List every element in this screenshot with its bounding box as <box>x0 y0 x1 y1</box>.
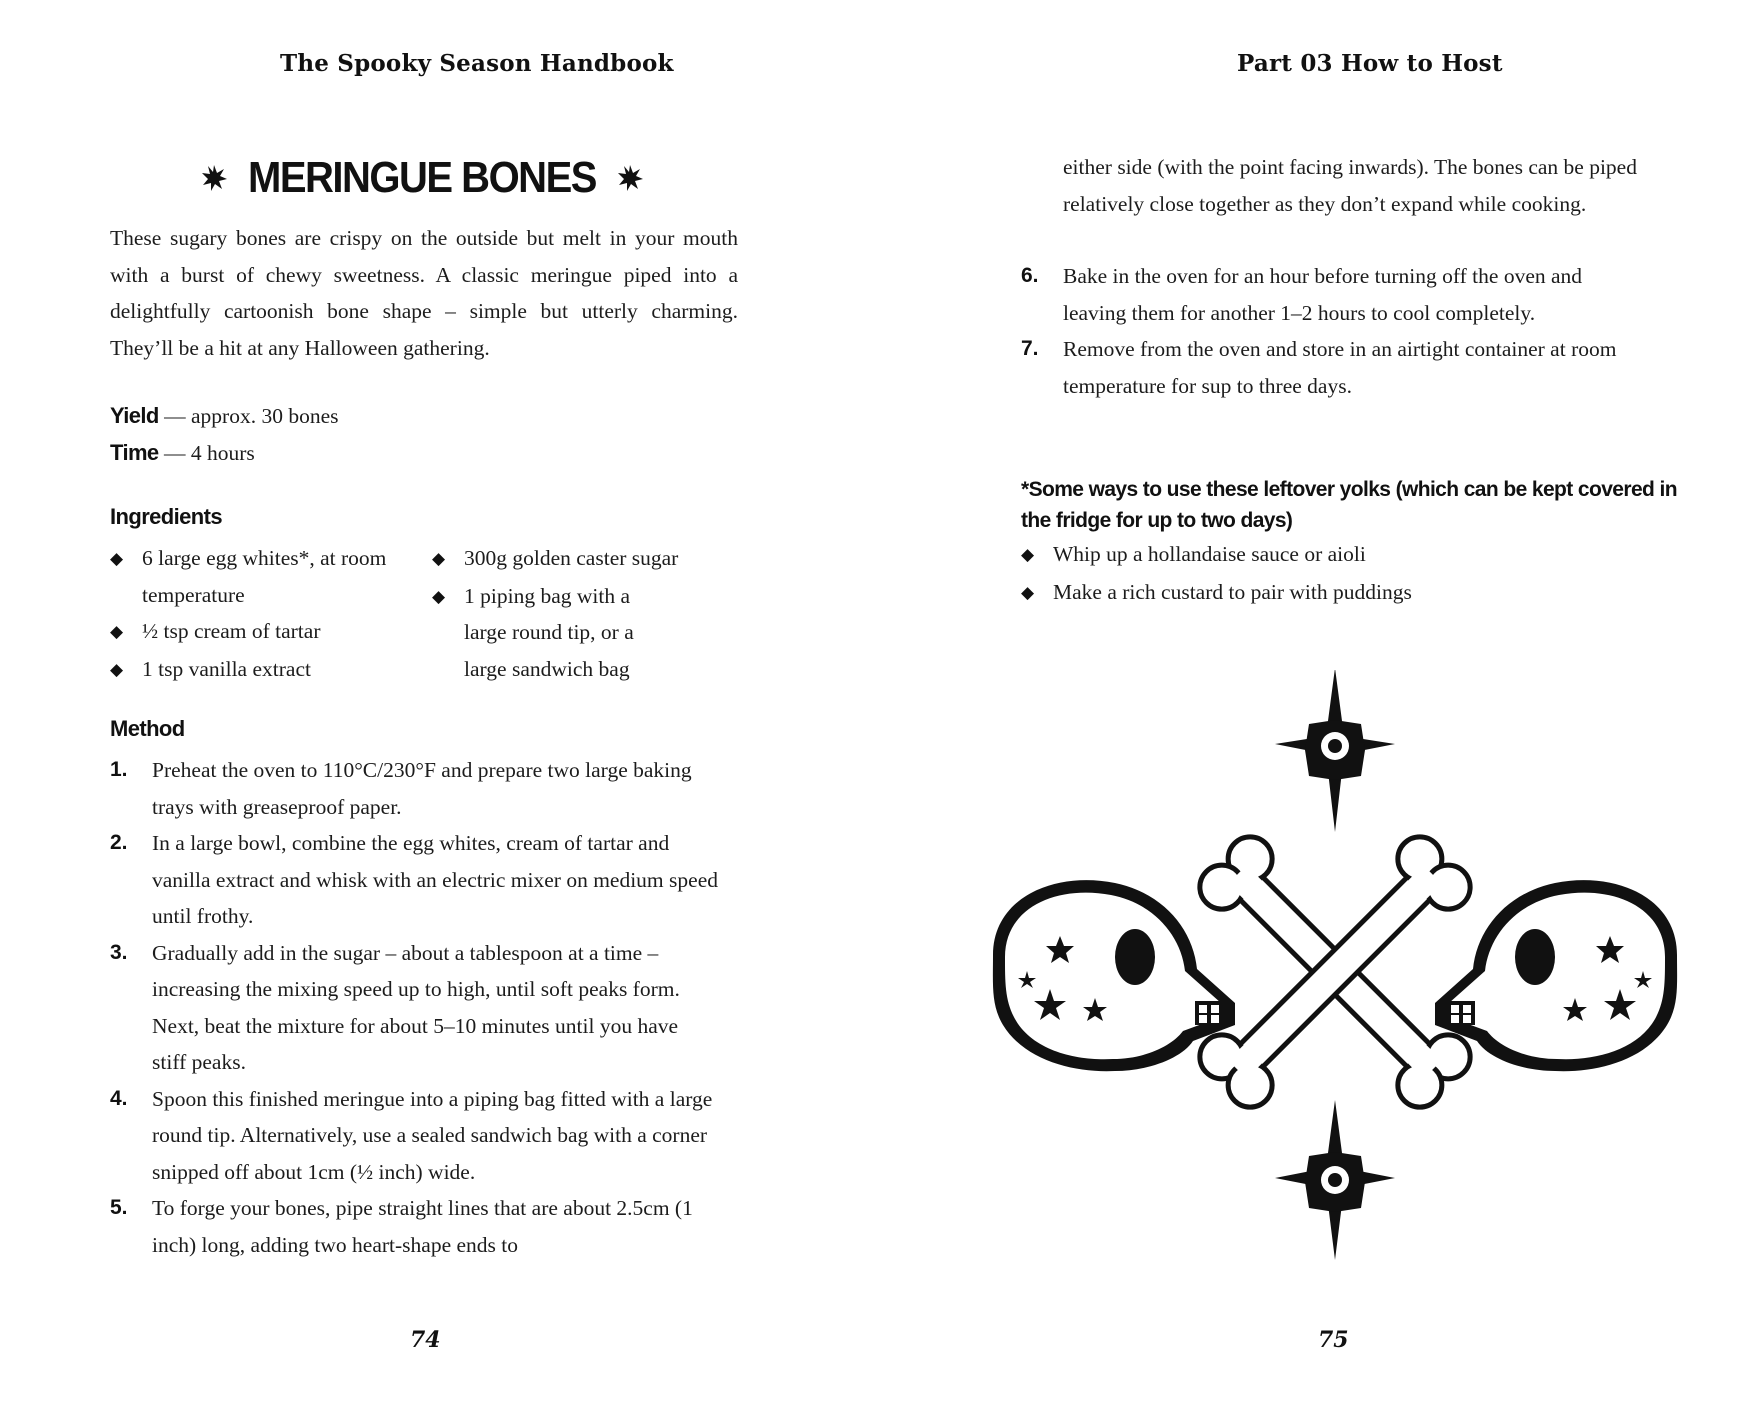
ingredients-column-1 <box>110 540 410 688</box>
page-number-right: 75 <box>1318 1327 1349 1353</box>
step-text: In a large bowl, combine the egg whites, cream of tartar and vanilla extract and whisk with an electric mixer on medium speed until frothy. <box>152 831 718 928</box>
method-steps <box>110 752 750 1263</box>
list-item <box>110 613 410 651</box>
time-label: Time <box>110 439 159 465</box>
skull-left-icon <box>993 880 1235 1071</box>
diamond-bullet-icon: ◆ <box>1021 582 1035 602</box>
step-number: 6. <box>1021 264 1039 287</box>
step-text: Bake in the oven for an hour before turning off the oven and leaving them for another 1–2 hours to cool completely. <box>1063 264 1583 325</box>
list-item <box>1021 536 1661 574</box>
step-text: Gradually add in the sugar – about a tablespoon at a time – increasing the mixing speed up to high, until soft peaks form. Next, beat the mixture for about 5–10 minutes until you have stiff peaks. <box>152 940 680 1074</box>
method-step <box>110 825 750 935</box>
yield-value: — approx. 30 bones <box>158 404 339 428</box>
leftover-yolks-list <box>1021 536 1661 611</box>
step-number: 5. <box>110 1196 128 1219</box>
asterisk-star-icon <box>200 164 228 192</box>
running-head-left: The Spooky Season Handbook <box>280 50 674 77</box>
skull-right-icon <box>1435 880 1677 1071</box>
recipe-meta <box>110 398 710 471</box>
ingredient-text: ½ tsp cream of tartar <box>142 619 321 643</box>
method-step <box>110 1190 750 1263</box>
yolk-idea-text: Whip up a hollandaise sauce or aioli <box>1053 542 1366 566</box>
step-text: Preheat the oven to 110°C/230°F and prepare two large baking trays with greaseproof paper. <box>152 758 692 819</box>
step-number: 4. <box>110 1086 128 1110</box>
ingredient-text: 1 piping bag with a large round tip, or a large sandwich bag <box>464 583 634 681</box>
method-step <box>110 752 750 825</box>
sparkle-star-icon <box>1275 670 1395 832</box>
asterisk-star-icon <box>616 164 644 192</box>
list-item <box>432 578 752 688</box>
ingredients-heading: Ingredients <box>110 504 222 529</box>
skulls-crossbones-illustration <box>985 670 1685 1260</box>
recipe-title-row <box>200 150 650 206</box>
time-value: — 4 hours <box>158 440 255 465</box>
list-item <box>432 540 752 578</box>
method-step <box>1021 258 1661 331</box>
step-text: To forge your bones, pipe straight lines that are about 2.5cm (1 inch) long, adding two heart-shape ends to <box>152 1196 693 1257</box>
diamond-bullet-icon: ◆ <box>110 549 124 568</box>
diamond-bullet-icon: ◆ <box>432 549 446 568</box>
step-number: 3. <box>110 940 128 964</box>
method-step <box>110 935 750 1081</box>
recipe-title: MERINGUE BONES <box>248 153 596 202</box>
ingredient-text: 1 tsp vanilla extract <box>142 656 311 681</box>
method-steps-continued <box>1021 258 1661 404</box>
method-heading: Method <box>110 716 185 741</box>
ingredient-text: 6 large egg whites*, at room temperature <box>142 546 387 607</box>
sparkle-star-icon <box>1275 1100 1395 1260</box>
method-step <box>1021 331 1661 404</box>
step-number: 7. <box>1021 337 1039 360</box>
recipe-intro: These sugary bones are crispy on the outside but melt in your mouth with a burst of chewy sweetness. A classic meringue piped into a delightfully cartoonish bone shape – simple but utterly charming. They’ll be a hit at any Halloween gathering. <box>110 226 738 360</box>
list-item <box>110 651 410 689</box>
diamond-bullet-icon: ◆ <box>110 659 124 679</box>
yield-label: Yield <box>110 403 159 428</box>
left-page <box>0 0 874 1402</box>
method-step <box>110 1081 750 1191</box>
step-text: Spoon this finished meringue into a piping bag fitted with a large round tip. Alternatively, use a sealed sandwich bag with a corner snipped off about 1cm (½ inch) wide. <box>152 1086 713 1184</box>
ingredients-column-2 <box>432 540 752 687</box>
leftover-yolks-heading: *Some ways to use these leftover yolks (which can be kept covered in the fridge for up to two days) <box>1021 478 1677 532</box>
list-item <box>1021 574 1661 612</box>
yield-line <box>110 398 710 435</box>
time-line <box>110 435 710 472</box>
diamond-bullet-icon: ◆ <box>110 622 124 641</box>
yolk-idea-text: Make a rich custard to pair with puddings <box>1053 579 1412 604</box>
step-5-continued: either side (with the point facing inwards). The bones can be piped relatively close together as they don’t expand while cooking. <box>1063 155 1637 216</box>
step-text: Remove from the oven and store in an airtight container at room temperature for sup to three days. <box>1063 337 1617 398</box>
step-number: 1. <box>110 758 128 781</box>
crossbones-icon <box>1191 828 1479 1116</box>
step-number: 2. <box>110 831 128 854</box>
running-head-right: Part 03 How to Host <box>1237 50 1503 77</box>
diamond-bullet-icon: ◆ <box>1021 545 1035 564</box>
ingredient-text: 300g golden caster sugar <box>464 546 679 570</box>
page-number-left: 74 <box>410 1327 441 1353</box>
list-item <box>110 540 410 613</box>
diamond-bullet-icon: ◆ <box>432 586 446 606</box>
